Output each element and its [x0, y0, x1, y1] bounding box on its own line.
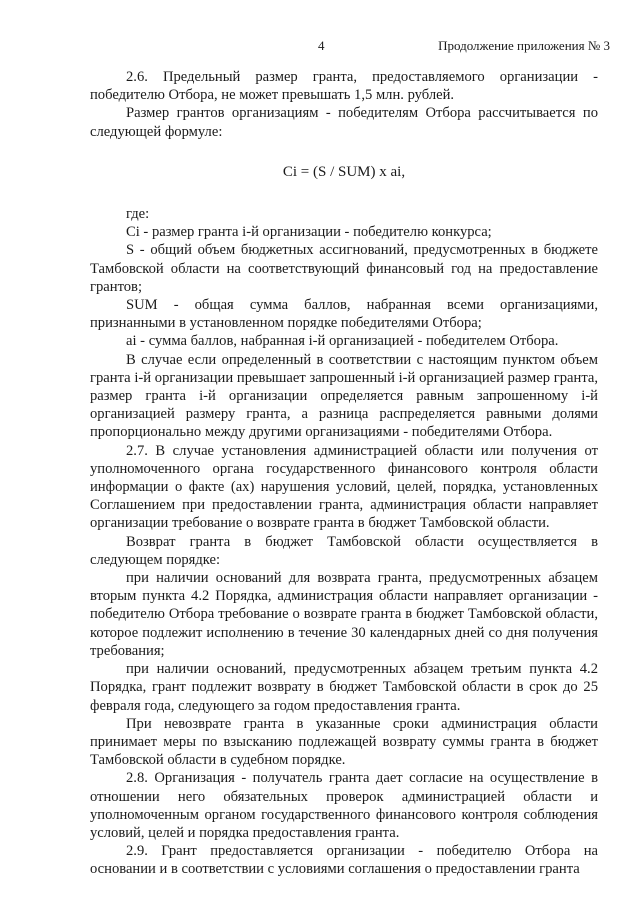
paragraph-non-return: При невозврате гранта в указанные сроки администрация области принимает меры по взысканию подлежащей возврату суммы гранта в бюджет Тамбовской области в судебном порядке.: [90, 715, 598, 769]
paragraph-excess-grant: В случае если определенный в соответствии с настоящим пунктом объем гранта i-й организации превышает запрошенный i-й организацией размер гранта, размер гранта i-й организации определяется равным запрошенному i-й организацией размеру гранта, а разница распределяется равными долями пропорционально между другими организациями - победителями Отбора.: [90, 351, 598, 441]
paragraph-2-6: 2.6. Предельный размер гранта, предоставляемого организации - победителю Отбора, не может превышать 1,5 млн. рублей.: [90, 69, 598, 104]
appendix-continuation-header: Продолжение приложения № 3: [438, 38, 610, 53]
definition-s: S - общий объем бюджетных ассигнований, предусмотренных в бюджете Тамбовской области на соответствующий финансовый год на предоставление грантов;: [90, 242, 598, 295]
document-body: [90, 68, 598, 879]
paragraph-grant-size-formula-intro: Размер грантов организациям - победителям Отбора рассчитывается по следующей формуле:: [90, 105, 598, 140]
definition-sum: SUM - общая сумма баллов, набранная всеми организациями, признанными в установленном порядке победителями Отбора;: [90, 297, 598, 332]
formula: Ci = (S / SUM) x ai,: [282, 163, 406, 180]
definition-ai: ai - сумма баллов, набранная i-й организацией - победителем Отбора.: [126, 333, 559, 350]
paragraph-return-case-2: при наличии оснований, предусмотренных абзацем третьим пункта 4.2 Порядка, грант подлежит возврату в бюджет Тамбовской области в срок до 25 февраля года, следующего за годом предоставления гранта.: [90, 661, 598, 714]
paragraph-2-9: 2.9. Грант предоставляется организации - победителю Отбора на основании и в соответствии с условиями соглашения о предоставлении гранта: [90, 843, 598, 878]
paragraph-return-case-1: при наличии оснований для возврата гранта, предусмотренных абзацем вторым пункта 4.2 Порядка, администрация области направляет организации - победителю Отбора требование о возврате гранта в бюджет Тамбовской области, которое подлежит исполнению в течение 30 календарных дней со дня получения требования;: [90, 570, 598, 659]
page-number: 4: [318, 38, 325, 53]
paragraph-2-8: 2.8. Организация - получатель гранта дает согласие на осуществление в отношении него обязательных проверок администрацией области и уполномоченным органом государственного финансового контроля соблюдения условий, целей и порядка предоставления гранта.: [90, 770, 598, 841]
definition-ci: Ci - размер гранта i-й организации - победителю конкурса;: [126, 224, 492, 241]
paragraph-2-7: 2.7. В случае установления администрацией области или получения от уполномоченного органа государственного финансового контроля области информации о факте (ах) нарушения условий, целей, порядка, установленных Соглашением при предоставлении гранта, администрация области направляет организации требование о возврате гранта в бюджет Тамбовской области.: [90, 442, 598, 532]
paragraph-where: где:: [126, 206, 150, 223]
paragraph-return-procedure: Возврат гранта в бюджет Тамбовской области осуществляется в следующем порядке:: [90, 533, 598, 568]
